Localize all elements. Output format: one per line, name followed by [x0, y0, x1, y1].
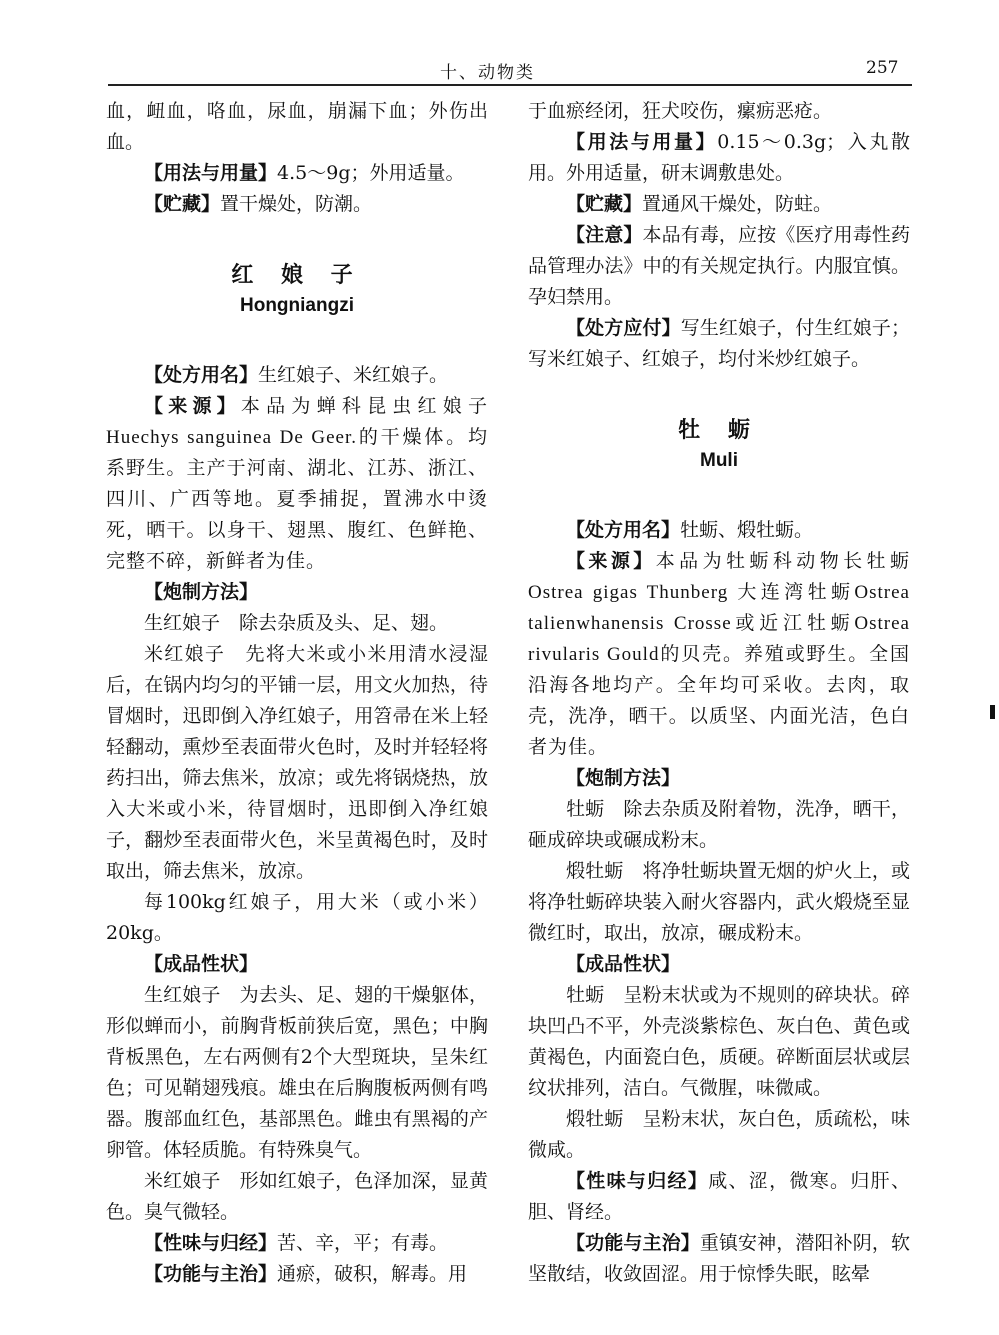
section-label: 【处方应付】 — [566, 317, 681, 339]
section-text: 本品为牡蛎科动物长牡蛎Ostrea gigas Thunberg 大连湾牡蛎Ostrea talienwhanensis Crosse或近江牡蛎Ostrea rivularis Gould的贝壳。养殖或野生。全国沿海各地均产。全年均可采收。去肉，取壳，洗净，晒干。以质坚、内面光洁，色白者为佳。 — [528, 551, 910, 758]
section-label: 【炮制方法】 — [144, 581, 259, 603]
paragraph: 煅牡蛎 将净牡蛎块置无烟的炉火上，或将净牡蛎碎块装入耐火容器内，武火煅烧至显微红时，取出，放凉，碾成粉末。 — [528, 860, 910, 944]
section-label: 【炮制方法】 — [566, 767, 681, 789]
paragraph: 于血瘀经闭，狂犬咬伤，瘰疬恶疮。 — [528, 100, 833, 122]
section-text: 置通风干燥处，防蛀。 — [642, 193, 833, 215]
section-text: 本品有毒，应按《医疗用毒性药品管理办法》中的有关规定执行。内服宜慎。孕妇禁用。 — [528, 224, 910, 308]
section-text: 本品为蝉科昆虫红娘子Huechys sanguinea De Geer.的干燥体。均系野生。主产于河南、湖北、江苏、浙江、四川、广西等地。夏季捕捉，置沸水中烫死，晒干。以身干、翅黑、腹红、色鲜艳、完整不碎，新鲜者为佳。 — [106, 396, 488, 572]
entry-title-chinese: 牡 蛎 — [678, 418, 760, 443]
section-text: 苦、辛，平；有毒。 — [277, 1232, 449, 1254]
scan-margin-mark — [990, 705, 995, 719]
section-text: 通瘀，破积，解毒。用 — [277, 1263, 468, 1285]
running-header-title: 十、动物类 — [440, 63, 535, 83]
paragraph — [528, 127, 910, 189]
section-text: 咸、涩，微寒。归肝、胆、肾经。 — [528, 1170, 910, 1223]
paragraph — [528, 546, 910, 763]
entry-title-chinese: 红 娘 子 — [231, 263, 363, 288]
paragraph — [106, 1228, 488, 1259]
section-label: 【用法与用量】 — [566, 131, 718, 153]
paragraph: 米红娘子 形如红娘子，色泽加深，显黄色。臭气微轻。 — [106, 1170, 488, 1223]
section-label: 【注意】 — [566, 224, 643, 246]
paragraph: 每100kg红娘子，用大米（或小米）20kg。 — [106, 891, 488, 944]
section-text: 0.15～0.3g；入丸散用。外用适量，研末调敷患处。 — [528, 131, 910, 184]
section-text: 重镇安神，潜阳补阴，软坚散结，收敛固涩。用于惊悸失眠，眩晕 — [528, 1232, 910, 1285]
section-text: 置干燥处，防潮。 — [220, 193, 373, 215]
section-label: 【功能与主治】 — [566, 1232, 700, 1254]
paragraph: 生红娘子 为去头、足、翅的干燥躯体，形似蝉而小，前胸背板前狭后宽，黑色；中胸背板黑色，左右两侧有2个大型斑块，呈朱红色；可见鞘翅残痕。雄虫在后胸腹板两侧有鸣器。腹部血红色，基部黑色。雌虫有黑褐的产卵管。体轻质脆。有特殊臭气。 — [106, 984, 488, 1161]
paragraph — [528, 313, 910, 375]
section-label: 【处方用名】 — [144, 364, 259, 386]
paragraph: 牡蛎 呈粉末状或为不规则的碎块状。碎块凹凸不平，外壳淡紫棕色、灰白色、黄色或黄褐色，内面瓷白色，质硬。碎断面层状或层纹状排列，洁白。气微腥，味微咸。 — [528, 984, 910, 1099]
section-text: 牡蛎、煅牡蛎。 — [680, 519, 814, 541]
paragraph — [528, 220, 910, 313]
section-label: 【成品性状】 — [144, 953, 259, 975]
right-column — [528, 96, 910, 1290]
section-label: 【处方用名】 — [566, 519, 681, 541]
section-label: 【贮藏】 — [566, 193, 643, 215]
paragraph: 血，衄血，咯血，尿血，崩漏下血；外伤出血。 — [106, 100, 488, 153]
paragraph: 牡蛎 除去杂质及附着物，洗净，晒干，砸成碎块或碾成粉末。 — [528, 798, 910, 851]
page-number: 257 — [866, 58, 899, 78]
entry-heading — [528, 415, 910, 475]
paragraph — [106, 158, 488, 189]
paragraph — [528, 189, 910, 220]
section-text: 写生红娘子，付生红娘子；写米红娘子、红娘子，均付米炒红娘子。 — [528, 317, 910, 370]
section-label: 【来源】 — [566, 550, 656, 572]
paragraph: 生红娘子 除去杂质及头、足、翅。 — [144, 612, 449, 634]
section-label: 【成品性状】 — [566, 953, 681, 975]
paragraph — [106, 391, 488, 577]
paragraph — [106, 1259, 488, 1290]
section-label: 【用法与用量】 — [144, 162, 278, 184]
entry-heading — [106, 260, 488, 320]
paragraph — [528, 515, 910, 546]
entry-title-pinyin: Hongniangzi — [240, 295, 354, 316]
left-column — [106, 96, 488, 1290]
paragraph: 米红娘子 先将大米或小米用清水浸湿后，在锅内均匀的平铺一层，用文火加热，待冒烟时，迅即倒入净红娘子，用笤帚在米上轻轻翻动，熏炒至表面带火色时，及时并轻轻将药扫出，筛去焦米，放凉；或先将锅烧热，放入大米或小米，待冒烟时，迅即倒入净红娘子，翻炒至表面带火色，米呈黄褐色时，及时取出，筛去焦米，放凉。 — [106, 643, 488, 882]
paragraph — [528, 1166, 910, 1228]
entry-title-pinyin: Muli — [700, 450, 738, 471]
paragraph — [106, 360, 488, 391]
section-label: 【性味与归经】 — [566, 1170, 709, 1192]
section-label: 【来源】 — [144, 395, 241, 417]
paragraph: 煅牡蛎 呈粉末状，灰白色，质疏松，味微咸。 — [528, 1108, 910, 1161]
section-text: 4.5～9g；外用适量。 — [277, 162, 465, 184]
paragraph — [106, 189, 488, 220]
section-label: 【性味与归经】 — [144, 1232, 278, 1254]
section-label: 【贮藏】 — [144, 193, 221, 215]
paragraph — [528, 1228, 910, 1290]
section-text: 生红娘子、米红娘子。 — [258, 364, 449, 386]
header-rule — [108, 84, 912, 86]
section-label: 【功能与主治】 — [144, 1263, 278, 1285]
